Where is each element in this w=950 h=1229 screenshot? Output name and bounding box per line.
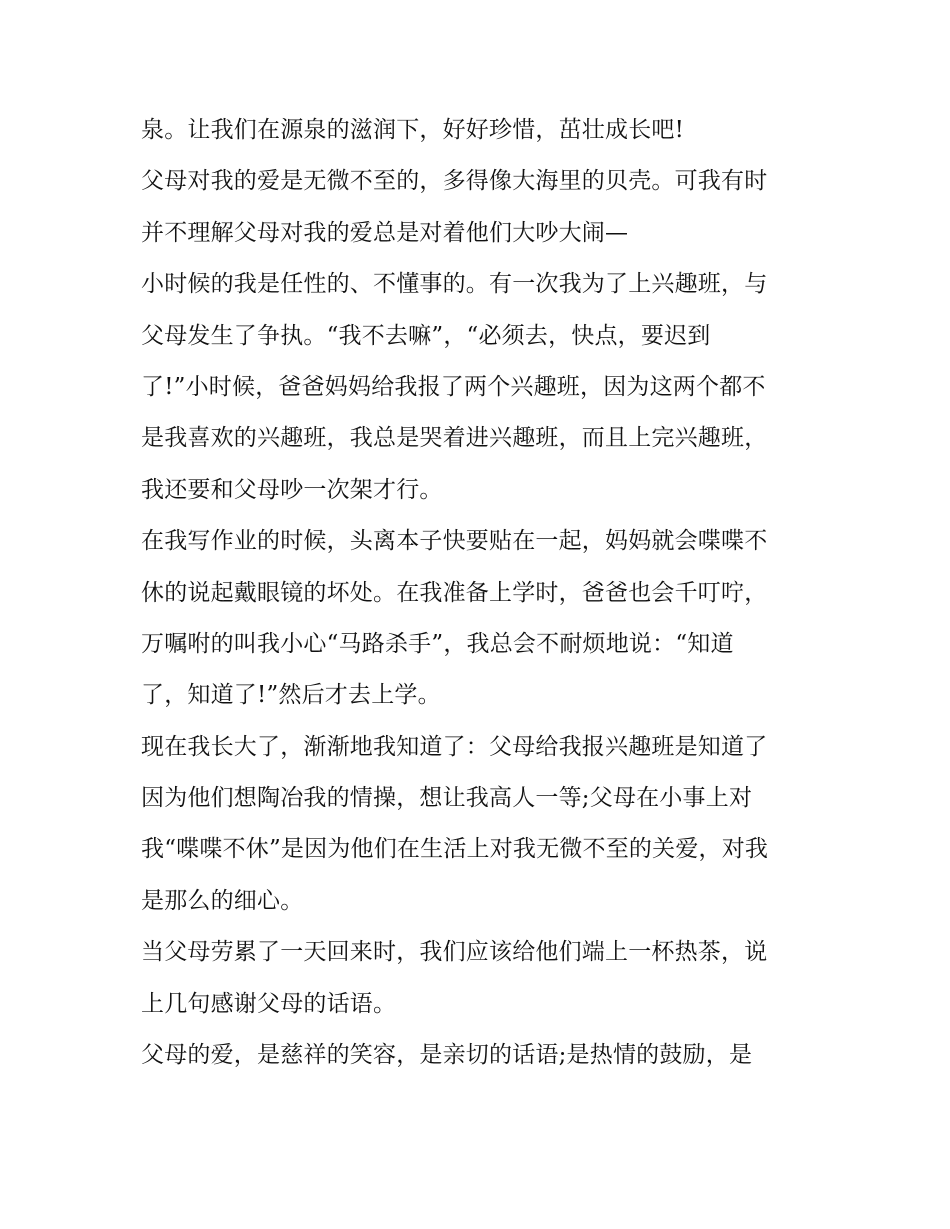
- text-line-13: 现在我长大了，渐渐地我知道了：父母给我报兴趣班是知道了: [141, 733, 768, 760]
- text-line-10: 休的说起戴眼镜的坏处。在我准备上学时，爸爸也会千叮咛，: [141, 579, 768, 606]
- text-line-14: 因为他们想陶冶我的情操，想让我高人一等;父母在小事上对: [141, 785, 753, 812]
- text-line-15: 我“喋喋不休”是因为他们在生活上对我无微不至的关爱，对我: [141, 836, 769, 863]
- text-line-18: 上几句感谢父母的话语。: [141, 990, 397, 1017]
- text-line-16: 是那么的细心。: [141, 887, 304, 914]
- text-line-2: 父母对我的爱是无微不至的，多得像大海里的贝壳。可我有时: [141, 168, 768, 195]
- essay-text: [141, 108, 821, 1084]
- text-line-4: 小时候的我是任性的、不懂事的。有一次我为了上兴趣班，与: [141, 271, 768, 298]
- text-line-19: 父母的爱，是慈祥的笑容，是亲切的话语;是热情的鼓励，是: [141, 1042, 753, 1069]
- text-line-8: 我还要和父母吵一次架才行。: [141, 476, 443, 503]
- text-line-3: 并不理解父母对我的爱总是对着他们大吵大闹—: [141, 219, 629, 246]
- text-line-12: 了，知道了!”然后才去上学。: [141, 682, 441, 709]
- text-line-11: 万嘱咐的叫我小心“马路杀手”，我总会不耐烦地说：“知道: [141, 630, 734, 657]
- text-line-9: 在我写作业的时候，头离本子快要贴在一起，妈妈就会喋喋不: [141, 528, 768, 555]
- text-line-17: 当父母劳累了一天回来时，我们应该给他们端上一杯热茶，说: [141, 939, 768, 966]
- text-line-7: 是我喜欢的兴趣班，我总是哭着进兴趣班，而且上完兴趣班，: [141, 425, 768, 452]
- text-line-1: 泉。让我们在源泉的滋润下，好好珍惜，茁壮成长吧!: [141, 117, 685, 143]
- text-line-6: 了!”小时候，爸爸妈妈给我报了两个兴趣班，因为这两个都不: [141, 373, 766, 400]
- text-line-5: 父母发生了争执。“我不去嘛”，“必须去，快点，要迟到: [141, 322, 711, 349]
